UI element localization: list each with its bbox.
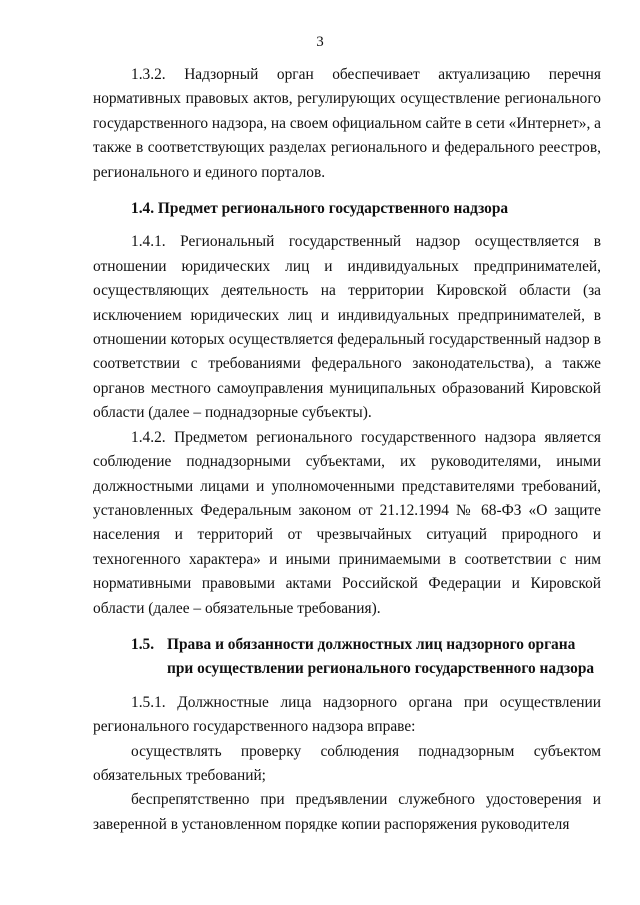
paragraph-right-inspection: осуществлять проверку соблюдения поднадзорным субъектом обязательных требований; xyxy=(93,742,601,784)
heading-1-5 xyxy=(93,633,601,682)
heading-1-4: 1.4. Предмет регионального государственного надзора xyxy=(131,200,509,218)
paragraph-right-access: беспрепятственно при предъявлении служебного удостоверения и заверенной в установленном порядке копии распоряжения руководителя xyxy=(93,791,601,833)
page-number: 3 xyxy=(316,34,324,50)
paragraph-1-4-1: 1.4.1. Региональный государственный надзор осуществляется в отношении юридических лиц и индивидуальных предпринимателей, осуществляющих деятельность на территории Кировской области (за исключением юридических лиц и индивидуальных предпринимателей, в отношении которых осуществляется федеральный государственный надзор в соответствии с требованиями федерального законодательства), а также органов местного самоуправления муниципальных образований Кировской области (далее – поднадзорные субъекты). xyxy=(93,233,601,422)
heading-1-5-text: Права и обязанности должностных лиц надзорного органа при осуществлении регионального государственного надзора xyxy=(167,635,595,678)
paragraph-1-5-1: 1.5.1. Должностные лица надзорного органа при осуществлении регионального государственного надзора вправе: xyxy=(93,693,601,736)
paragraph-1-3-2: 1.3.2. Надзорный орган обеспечивает актуализацию перечня нормативных правовых актов, регулирующих осуществление регионального государственного надзора, на своем официальном сайте в сети «Интернет», а также в соответствующих разделах регионального и федерального реестров, регионального и единого порталов. xyxy=(93,66,601,181)
document-body xyxy=(93,63,601,837)
heading-1-5-number: 1.5. xyxy=(131,635,155,653)
paragraph-1-4-2: 1.4.2. Предметом регионального государственного надзора является соблюдение поднадзорными субъектами, их руководителями, иными должностными лицами и уполномоченными представителями требований, установленных Федеральным законом от 21.12.1994 № 68-ФЗ «О защите населения и территорий от чрезвычайных ситуаций природного и техногенного характера» и иными принимаемыми в соответствии с ним нормативными правовыми актами Российской Федерации и Кировской области (далее – обязательные требования). xyxy=(93,428,601,617)
